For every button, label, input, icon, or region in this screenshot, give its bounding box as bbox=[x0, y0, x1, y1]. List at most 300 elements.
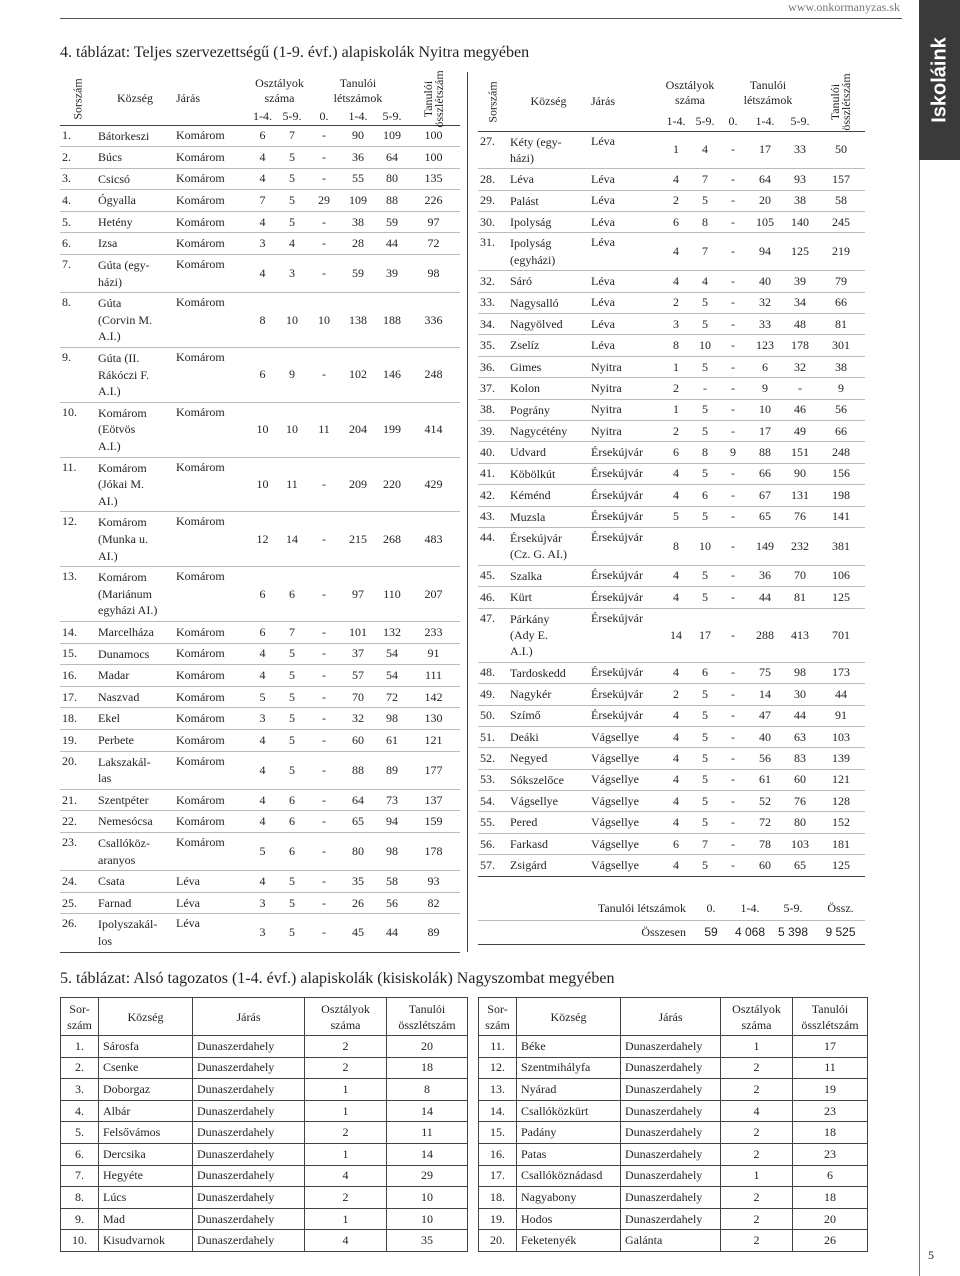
row-number: 7. bbox=[61, 1165, 99, 1187]
kozseg-cell: Gúta (egy- házi) bbox=[96, 255, 174, 293]
jaras-cell: Vágsellye bbox=[589, 769, 661, 790]
osszletszam-cell: 233 bbox=[407, 622, 460, 644]
kozseg-cell: Búcs bbox=[96, 147, 174, 169]
tanulo-0-cell: - bbox=[719, 314, 747, 335]
subheader-t14-right: 1-4. bbox=[755, 113, 775, 128]
row-number: 45. bbox=[478, 565, 508, 586]
osztalyok-14-cell: 5 bbox=[661, 506, 691, 527]
osztalyok-14-cell: 6 bbox=[661, 212, 691, 233]
jaras-cell: Vágsellye bbox=[589, 812, 661, 833]
osztalyok-cell: 2 bbox=[721, 1079, 793, 1101]
tanulo-59-cell: 110 bbox=[377, 567, 407, 622]
tanulo-0-cell: - bbox=[719, 769, 747, 790]
table5-row bbox=[479, 1143, 868, 1165]
summary-label-osszesen: Összesen bbox=[478, 920, 692, 944]
osszletszam-cell: 66 bbox=[817, 292, 865, 313]
osszletszam-cell: 100 bbox=[407, 125, 460, 147]
jaras-cell: Léva bbox=[174, 871, 250, 893]
table4-right bbox=[478, 73, 865, 877]
section-tab-label: Iskoláink bbox=[928, 37, 950, 123]
osztalyok-59-cell: 5 bbox=[275, 871, 309, 893]
osszletszam-cell: 248 bbox=[817, 442, 865, 463]
tanulo-59-cell: 93 bbox=[783, 169, 817, 190]
tanuloi-cell: 11 bbox=[387, 1122, 468, 1144]
jaras-cell: Léva bbox=[589, 292, 661, 313]
osztalyok-59-cell: 5 bbox=[275, 190, 309, 212]
osztalyok-14-cell: 4 bbox=[661, 769, 691, 790]
kozseg-cell: Komárom (Munka u. AI.) bbox=[96, 512, 174, 567]
tanulo-0-cell: - bbox=[719, 662, 747, 683]
osztalyok-14-cell: 6 bbox=[250, 348, 275, 403]
row-number: 34. bbox=[478, 314, 508, 335]
tanulo-0-cell: - bbox=[719, 131, 747, 169]
row-number: 30. bbox=[478, 212, 508, 233]
jaras-cell: Komárom bbox=[174, 168, 250, 190]
row-number: 5. bbox=[61, 1122, 99, 1144]
row-number: 19. bbox=[60, 730, 96, 752]
tanulo-59-cell: - bbox=[783, 378, 817, 399]
row-number: 20. bbox=[60, 751, 96, 789]
row-number: 13. bbox=[479, 1079, 517, 1101]
tanulo-0-cell: - bbox=[309, 457, 339, 512]
osztalyok-59-cell: 5 bbox=[275, 751, 309, 789]
t5-header-jaras-right: Járás bbox=[621, 998, 721, 1036]
osztalyok-59-cell: 7 bbox=[691, 833, 719, 854]
tanulo-0-cell: - bbox=[719, 726, 747, 747]
t5-header-sorszam: Sor- szám bbox=[61, 998, 99, 1036]
jaras-cell: Komárom bbox=[174, 811, 250, 833]
osztalyok-14-cell: 4 bbox=[250, 147, 275, 169]
osztalyok-59-cell: 7 bbox=[275, 622, 309, 644]
table4-row bbox=[60, 255, 460, 293]
row-number: 1. bbox=[61, 1036, 99, 1058]
tanulo-59-cell: 63 bbox=[783, 726, 817, 747]
table5-row bbox=[61, 1036, 468, 1058]
tanuloi-cell: 18 bbox=[387, 1057, 468, 1079]
osszletszam-cell: 156 bbox=[817, 463, 865, 484]
table5-row bbox=[479, 1187, 868, 1209]
table4-row bbox=[60, 402, 460, 457]
row-number: 9. bbox=[61, 1208, 99, 1230]
osztalyok-59-cell: 10 bbox=[275, 293, 309, 348]
osztalyok-59-cell: 10 bbox=[691, 335, 719, 356]
table4-row bbox=[478, 587, 865, 608]
osztalyok-14-cell: 6 bbox=[661, 442, 691, 463]
header-kozseg-right: Község bbox=[530, 94, 567, 109]
osszletszam-cell: 93 bbox=[407, 871, 460, 893]
tanulo-14-cell: 65 bbox=[747, 506, 783, 527]
tanulo-14-cell: 36 bbox=[339, 147, 377, 169]
table5-header-row bbox=[61, 998, 468, 1036]
row-number: 48. bbox=[478, 662, 508, 683]
osztalyok-59-cell: 6 bbox=[275, 789, 309, 811]
osztalyok-14-cell: 8 bbox=[661, 335, 691, 356]
jaras-cell: Komárom bbox=[174, 686, 250, 708]
osztalyok-59-cell: 9 bbox=[275, 348, 309, 403]
kozseg-cell: Doborgaz bbox=[99, 1079, 193, 1101]
jaras-cell: Komárom bbox=[174, 293, 250, 348]
table4-row bbox=[60, 457, 460, 512]
tanulo-59-cell: 65 bbox=[783, 855, 817, 876]
jaras-cell: Dunaszerdahely bbox=[193, 1122, 305, 1144]
subheader-t59: 5-9. bbox=[382, 109, 402, 124]
tanulo-14-cell: 36 bbox=[747, 565, 783, 586]
table5-row bbox=[479, 1036, 868, 1058]
tanulo-0-cell: - bbox=[719, 506, 747, 527]
jaras-cell: Érsekújvár bbox=[589, 684, 661, 705]
osszletszam-cell: 128 bbox=[817, 791, 865, 812]
jaras-cell: Dunaszerdahely bbox=[621, 1208, 721, 1230]
tanuloi-cell: 11 bbox=[793, 1057, 868, 1079]
row-number: 28. bbox=[478, 169, 508, 190]
jaras-cell: Komárom bbox=[174, 643, 250, 665]
kozseg-cell: Felsővámos bbox=[99, 1122, 193, 1144]
table4-row bbox=[60, 622, 460, 644]
kozseg-cell: Gúta (Corvin M. A.I.) bbox=[96, 293, 174, 348]
jaras-cell: Nyitra bbox=[589, 399, 661, 420]
osztalyok-cell: 1 bbox=[721, 1036, 793, 1058]
tanulo-0-cell: - bbox=[309, 348, 339, 403]
tanulo-0-cell: - bbox=[309, 168, 339, 190]
tanulo-0-cell: - bbox=[309, 622, 339, 644]
table4-row bbox=[478, 190, 865, 211]
kozseg-cell: Komárom (Eötvös A.I.) bbox=[96, 402, 174, 457]
osztalyok-59-cell: 6 bbox=[691, 662, 719, 683]
row-number: 9. bbox=[60, 348, 96, 403]
tanulo-14-cell: 17 bbox=[747, 421, 783, 442]
table4-row bbox=[60, 686, 460, 708]
osszletszam-cell: 159 bbox=[407, 811, 460, 833]
tanulo-0-cell: - bbox=[719, 587, 747, 608]
kozseg-cell: Tardoskedd bbox=[508, 662, 589, 683]
jaras-cell: Dunaszerdahely bbox=[193, 1187, 305, 1209]
table4-row bbox=[60, 730, 460, 752]
tanulo-14-cell: 33 bbox=[747, 314, 783, 335]
osztalyok-14-cell: 14 bbox=[661, 608, 691, 662]
tanulo-14-cell: 67 bbox=[747, 485, 783, 506]
side-margin-rule bbox=[919, 160, 920, 1276]
row-number: 22. bbox=[60, 811, 96, 833]
tanulo-14-cell: 9 bbox=[747, 378, 783, 399]
osztalyok-14-cell: 4 bbox=[250, 211, 275, 233]
kozseg-cell: Ipolyság bbox=[508, 212, 589, 233]
tanulo-14-cell: 288 bbox=[747, 608, 783, 662]
row-number: 37. bbox=[478, 378, 508, 399]
osztalyok-14-cell: 10 bbox=[250, 402, 275, 457]
jaras-cell: Léva bbox=[589, 271, 661, 292]
kozseg-cell: Patas bbox=[517, 1143, 621, 1165]
tanulo-14-cell: 59 bbox=[339, 255, 377, 293]
summary-h14: 1-4. bbox=[730, 898, 770, 920]
osszletszam-cell: 81 bbox=[817, 314, 865, 335]
tanulo-0-cell: - bbox=[309, 811, 339, 833]
osszletszam-cell: 38 bbox=[817, 356, 865, 377]
tanulo-59-cell: 72 bbox=[377, 686, 407, 708]
row-number: 4. bbox=[60, 190, 96, 212]
tanulo-59-cell: 49 bbox=[783, 421, 817, 442]
tanulo-59-cell: 268 bbox=[377, 512, 407, 567]
osztalyok-59-cell: 5 bbox=[691, 463, 719, 484]
kozseg-cell: Komárom (Mariánum egyházi AI.) bbox=[96, 567, 174, 622]
tanulo-59-cell: 39 bbox=[377, 255, 407, 293]
tanulo-0-cell: - bbox=[309, 871, 339, 893]
osszletszam-cell: 100 bbox=[407, 147, 460, 169]
row-number: 10. bbox=[60, 402, 96, 457]
row-number: 17. bbox=[479, 1165, 517, 1187]
summary-h59: 5-9. bbox=[770, 898, 816, 920]
jaras-cell: Léva bbox=[174, 914, 250, 952]
row-number: 36. bbox=[478, 356, 508, 377]
table4-row bbox=[478, 169, 865, 190]
osztalyok-14-cell: 6 bbox=[250, 622, 275, 644]
jaras-cell: Dunaszerdahely bbox=[621, 1165, 721, 1187]
jaras-cell: Dunaszerdahely bbox=[621, 1122, 721, 1144]
osszletszam-cell: 106 bbox=[817, 565, 865, 586]
row-number: 25. bbox=[60, 892, 96, 914]
kozseg-cell: Lúcs bbox=[99, 1187, 193, 1209]
tanulo-14-cell: 64 bbox=[747, 169, 783, 190]
osztalyok-14-cell: 1 bbox=[661, 399, 691, 420]
kozseg-cell: Udvard bbox=[508, 442, 589, 463]
row-number: 17. bbox=[60, 686, 96, 708]
osztalyok-59-cell: 4 bbox=[275, 233, 309, 255]
row-number: 11. bbox=[479, 1036, 517, 1058]
table4-row bbox=[478, 662, 865, 683]
jaras-cell: Komárom bbox=[174, 567, 250, 622]
tanulo-0-cell: 10 bbox=[309, 293, 339, 348]
osztalyok-cell: 4 bbox=[721, 1100, 793, 1122]
kozseg-cell: Érsekújvár (Cz. G. AI.) bbox=[508, 527, 589, 565]
tanulo-14-cell: 101 bbox=[339, 622, 377, 644]
osztalyok-14-cell: 4 bbox=[250, 789, 275, 811]
table4-row bbox=[478, 812, 865, 833]
osztalyok-59-cell: 5 bbox=[691, 855, 719, 876]
tanulo-14-cell: 102 bbox=[339, 348, 377, 403]
tanulo-0-cell: - bbox=[719, 292, 747, 313]
jaras-cell: Dunaszerdahely bbox=[621, 1079, 721, 1101]
osztalyok-14-cell: 3 bbox=[250, 708, 275, 730]
jaras-cell: Léva bbox=[589, 169, 661, 190]
osszletszam-cell: 121 bbox=[817, 769, 865, 790]
tanulo-14-cell: 204 bbox=[339, 402, 377, 457]
t5-header-jaras: Járás bbox=[193, 998, 305, 1036]
kozseg-cell: Béke bbox=[517, 1036, 621, 1058]
row-number: 56. bbox=[478, 833, 508, 854]
osztalyok-cell: 2 bbox=[305, 1057, 387, 1079]
osztalyok-14-cell: 4 bbox=[661, 662, 691, 683]
osszletszam-cell: 429 bbox=[407, 457, 460, 512]
summary-h0: 0. bbox=[692, 898, 730, 920]
osztalyok-14-cell: 4 bbox=[661, 233, 691, 271]
osztalyok-14-cell: 3 bbox=[661, 314, 691, 335]
tanulo-0-cell: - bbox=[309, 832, 339, 870]
tanuloi-cell: 14 bbox=[387, 1100, 468, 1122]
tanuloi-cell: 17 bbox=[793, 1036, 868, 1058]
tanulo-59-cell: 56 bbox=[377, 892, 407, 914]
row-number: 27. bbox=[478, 131, 508, 169]
tanuloi-cell: 19 bbox=[793, 1079, 868, 1101]
osztalyok-59-cell: 4 bbox=[691, 271, 719, 292]
subheader-t0: 0. bbox=[319, 109, 329, 124]
tanulo-59-cell: 80 bbox=[377, 168, 407, 190]
kozseg-cell: Lakszakál- las bbox=[96, 751, 174, 789]
tanulo-0-cell: - bbox=[719, 356, 747, 377]
tanulo-14-cell: 20 bbox=[747, 190, 783, 211]
jaras-cell: Dunaszerdahely bbox=[193, 1208, 305, 1230]
table4-row bbox=[478, 527, 865, 565]
tanulo-59-cell: 76 bbox=[783, 506, 817, 527]
row-number: 4. bbox=[61, 1100, 99, 1122]
table4-row bbox=[478, 748, 865, 769]
row-number: 46. bbox=[478, 587, 508, 608]
osszletszam-cell: 301 bbox=[817, 335, 865, 356]
jaras-cell: Léva bbox=[589, 335, 661, 356]
osztalyok-14-cell: 3 bbox=[250, 233, 275, 255]
table5-row bbox=[61, 1057, 468, 1079]
jaras-cell: Vágsellye bbox=[589, 791, 661, 812]
row-number: 33. bbox=[478, 292, 508, 313]
table4-row bbox=[478, 684, 865, 705]
jaras-cell: Komárom bbox=[174, 665, 250, 687]
row-number: 12. bbox=[479, 1057, 517, 1079]
kozseg-cell: Dunamocs bbox=[96, 643, 174, 665]
tanulo-59-cell: 413 bbox=[783, 608, 817, 662]
tanulo-59-cell: 44 bbox=[377, 233, 407, 255]
table5-right bbox=[478, 997, 868, 1252]
table4-row bbox=[478, 463, 865, 484]
subheader-o59: 5-9. bbox=[282, 109, 302, 124]
osztalyok-59-cell: 7 bbox=[691, 169, 719, 190]
osztalyok-14-cell: 4 bbox=[661, 169, 691, 190]
tanulo-59-cell: 109 bbox=[377, 125, 407, 147]
t5-header-osztalyok-right: Osztályok száma bbox=[721, 998, 793, 1036]
tanulo-59-cell: 54 bbox=[377, 643, 407, 665]
row-number: 49. bbox=[478, 684, 508, 705]
table4-right-header-row bbox=[478, 73, 865, 112]
tanuloi-cell: 29 bbox=[387, 1165, 468, 1187]
jaras-cell: Komárom bbox=[174, 190, 250, 212]
tanulo-14-cell: 57 bbox=[339, 665, 377, 687]
jaras-cell: Komárom bbox=[174, 730, 250, 752]
osztalyok-59-cell: 10 bbox=[275, 402, 309, 457]
osszletszam-cell: 248 bbox=[407, 348, 460, 403]
table5-row bbox=[479, 1165, 868, 1187]
subheader-t0-right: 0. bbox=[728, 113, 738, 128]
osztalyok-59-cell: 5 bbox=[691, 292, 719, 313]
tanulo-0-cell: - bbox=[719, 608, 747, 662]
kozseg-cell: Sáró bbox=[508, 271, 589, 292]
tanulo-0-cell: - bbox=[309, 730, 339, 752]
tanulo-59-cell: 81 bbox=[783, 587, 817, 608]
row-number: 19. bbox=[479, 1208, 517, 1230]
jaras-cell: Vágsellye bbox=[589, 855, 661, 876]
osztalyok-cell: 2 bbox=[721, 1187, 793, 1209]
row-number: 6. bbox=[60, 233, 96, 255]
osszletszam-cell: 50 bbox=[817, 131, 865, 169]
tanulo-59-cell: 232 bbox=[783, 527, 817, 565]
row-number: 26. bbox=[60, 914, 96, 952]
t5-header-osztalyok: Osztályok száma bbox=[305, 998, 387, 1036]
osztalyok-cell: 1 bbox=[305, 1208, 387, 1230]
osztalyok-14-cell: 4 bbox=[661, 485, 691, 506]
osztalyok-cell: 1 bbox=[305, 1100, 387, 1122]
subheader-t59-right: 5-9. bbox=[790, 113, 810, 128]
osztalyok-cell: 2 bbox=[721, 1208, 793, 1230]
subheader-o14: 1-4. bbox=[253, 109, 272, 124]
jaras-cell: Érsekújvár bbox=[589, 527, 661, 565]
tanulo-59-cell: 103 bbox=[783, 833, 817, 854]
tanuloi-cell: 26 bbox=[793, 1230, 868, 1252]
jaras-cell: Érsekújvár bbox=[589, 442, 661, 463]
header-tanuloi-letszamok-right: Tanulói létszámok bbox=[743, 77, 793, 107]
tanulo-0-cell: - bbox=[719, 705, 747, 726]
summary-v0: 59 bbox=[692, 920, 730, 944]
tanulo-59-cell: 32 bbox=[783, 356, 817, 377]
tanulo-0-cell: - bbox=[719, 378, 747, 399]
section-tab bbox=[919, 0, 960, 160]
kozseg-cell: Kéty (egy- házi) bbox=[508, 131, 589, 169]
tanulo-14-cell: 88 bbox=[339, 751, 377, 789]
osszletszam-cell: 173 bbox=[817, 662, 865, 683]
table4-row bbox=[478, 421, 865, 442]
tanuloi-cell: 20 bbox=[793, 1208, 868, 1230]
table5-row bbox=[61, 1079, 468, 1101]
tanulo-14-cell: 32 bbox=[747, 292, 783, 313]
osszletszam-cell: 91 bbox=[817, 705, 865, 726]
kozseg-cell: Léva bbox=[508, 169, 589, 190]
row-number: 14. bbox=[479, 1100, 517, 1122]
header-jaras-right: Járás bbox=[591, 94, 615, 109]
osszletszam-cell: 141 bbox=[817, 506, 865, 527]
table5-row bbox=[61, 1122, 468, 1144]
jaras-cell: Érsekújvár bbox=[589, 506, 661, 527]
table4-row bbox=[60, 293, 460, 348]
row-number: 51. bbox=[478, 726, 508, 747]
jaras-cell: Komárom bbox=[174, 125, 250, 147]
table5-left bbox=[60, 997, 468, 1252]
osztalyok-59-cell: 5 bbox=[691, 748, 719, 769]
kozseg-cell: Feketenyék bbox=[517, 1230, 621, 1252]
osztalyok-14-cell: 12 bbox=[250, 512, 275, 567]
osztalyok-59-cell: 17 bbox=[691, 608, 719, 662]
osztalyok-14-cell: 4 bbox=[661, 705, 691, 726]
tanulo-59-cell: 44 bbox=[377, 914, 407, 952]
kozseg-cell: Zsigárd bbox=[508, 855, 589, 876]
tanulo-14-cell: 123 bbox=[747, 335, 783, 356]
jaras-cell: Dunaszerdahely bbox=[193, 1100, 305, 1122]
tanulo-0-cell: - bbox=[719, 812, 747, 833]
table5-row bbox=[61, 1208, 468, 1230]
tanulo-0-cell: - bbox=[719, 485, 747, 506]
osszletszam-cell: 207 bbox=[407, 567, 460, 622]
osztalyok-14-cell: 4 bbox=[250, 811, 275, 833]
site-url[interactable]: www.onkormanyzas.sk bbox=[788, 0, 900, 14]
table4-row bbox=[60, 348, 460, 403]
jaras-cell: Érsekújvár bbox=[589, 485, 661, 506]
tanulo-14-cell: 40 bbox=[747, 271, 783, 292]
table5-row bbox=[61, 1187, 468, 1209]
table4-row bbox=[478, 833, 865, 854]
row-number: 21. bbox=[60, 789, 96, 811]
table5-row bbox=[479, 1230, 868, 1252]
tanulo-59-cell: 90 bbox=[783, 463, 817, 484]
row-number: 15. bbox=[479, 1122, 517, 1144]
table4-row bbox=[478, 292, 865, 313]
osszletszam-cell: 79 bbox=[817, 271, 865, 292]
osztalyok-cell: 1 bbox=[721, 1165, 793, 1187]
tanulo-59-cell: 178 bbox=[783, 335, 817, 356]
tanulo-0-cell: - bbox=[309, 147, 339, 169]
